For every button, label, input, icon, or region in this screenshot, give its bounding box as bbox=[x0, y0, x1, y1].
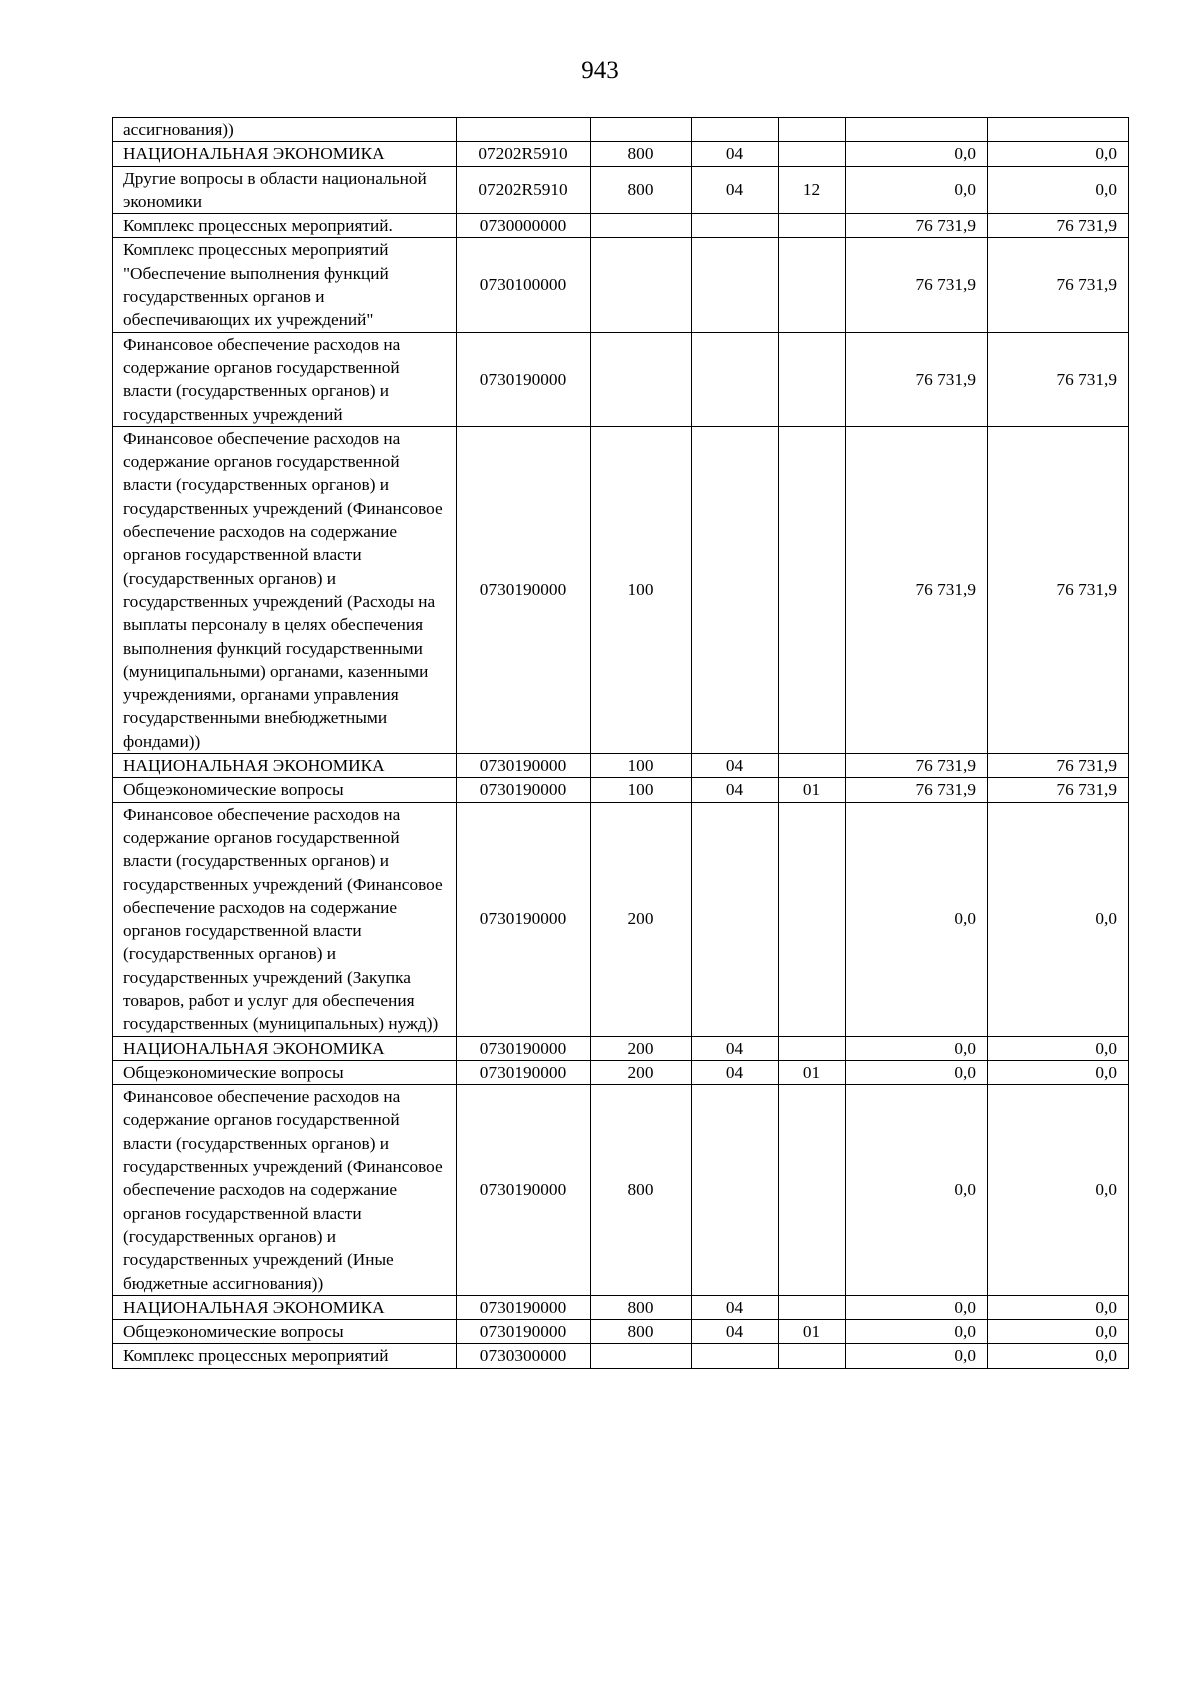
budget-table bbox=[112, 117, 1129, 1369]
table-row bbox=[113, 214, 1129, 238]
cell-amount-2: 76 731,9 bbox=[988, 238, 1129, 332]
cell-amount-1: 76 731,9 bbox=[846, 332, 988, 426]
cell-expense-type bbox=[591, 332, 692, 426]
cell-target-code: 0730190000 bbox=[457, 1085, 591, 1296]
cell-name: НАЦИОНАЛЬНАЯ ЭКОНОМИКА bbox=[113, 142, 457, 166]
cell-amount-2: 76 731,9 bbox=[988, 778, 1129, 802]
cell-amount-1: 0,0 bbox=[846, 1320, 988, 1344]
cell-target-code: 0730000000 bbox=[457, 214, 591, 238]
table-row bbox=[113, 1295, 1129, 1319]
cell-section bbox=[692, 426, 779, 753]
table-row bbox=[113, 778, 1129, 802]
cell-target-code: 07202R5910 bbox=[457, 142, 591, 166]
cell-amount-2: 0,0 bbox=[988, 1344, 1129, 1368]
cell-name: НАЦИОНАЛЬНАЯ ЭКОНОМИКА bbox=[113, 754, 457, 778]
cell-target-code: 07202R5910 bbox=[457, 166, 591, 214]
cell-amount-1: 76 731,9 bbox=[846, 214, 988, 238]
cell-target-code: 0730300000 bbox=[457, 1344, 591, 1368]
cell-section: 04 bbox=[692, 754, 779, 778]
cell-subsection bbox=[779, 802, 846, 1036]
cell-amount-2: 76 731,9 bbox=[988, 214, 1129, 238]
cell-expense-type: 200 bbox=[591, 1060, 692, 1084]
cell-target-code: 0730190000 bbox=[457, 802, 591, 1036]
cell-section: 04 bbox=[692, 142, 779, 166]
cell-expense-type: 200 bbox=[591, 1036, 692, 1060]
cell-name: Финансовое обеспечение расходов на содержание органов государственной власти (государственных органов) и государственных учреждений (Финансовое обеспечение расходов на содержание органов государственной власти (государственных органов) и государственных учреждений (Расходы на выплаты персоналу в целях обеспечения выполнения функций государственными (муниципальными) органами, казенными учреждениями, органами управления государственными внебюджетными фондами)) bbox=[113, 426, 457, 753]
cell-subsection: 01 bbox=[779, 1320, 846, 1344]
cell-section bbox=[692, 332, 779, 426]
cell-expense-type bbox=[591, 118, 692, 142]
cell-name: Общеэкономические вопросы bbox=[113, 778, 457, 802]
cell-subsection bbox=[779, 118, 846, 142]
cell-target-code: 0730190000 bbox=[457, 332, 591, 426]
cell-name: Другие вопросы в области национальной экономики bbox=[113, 166, 457, 214]
table-row bbox=[113, 166, 1129, 214]
cell-amount-1: 0,0 bbox=[846, 142, 988, 166]
cell-subsection bbox=[779, 1085, 846, 1296]
cell-amount-1: 76 731,9 bbox=[846, 426, 988, 753]
cell-amount-2: 76 731,9 bbox=[988, 332, 1129, 426]
cell-name: Финансовое обеспечение расходов на содержание органов государственной власти (государственных органов) и государственных учреждений bbox=[113, 332, 457, 426]
cell-target-code: 0730190000 bbox=[457, 778, 591, 802]
cell-target-code: 0730190000 bbox=[457, 1295, 591, 1319]
cell-subsection bbox=[779, 238, 846, 332]
cell-subsection bbox=[779, 332, 846, 426]
cell-subsection bbox=[779, 214, 846, 238]
cell-name: Комплекс процессных мероприятий bbox=[113, 1344, 457, 1368]
cell-target-code: 0730190000 bbox=[457, 1320, 591, 1344]
cell-section: 04 bbox=[692, 166, 779, 214]
cell-name: Финансовое обеспечение расходов на содержание органов государственной власти (государственных органов) и государственных учреждений (Финансовое обеспечение расходов на содержание органов государственной власти (государственных органов) и государственных учреждений (Иные бюджетные ассигнования)) bbox=[113, 1085, 457, 1296]
cell-amount-1: 0,0 bbox=[846, 1295, 988, 1319]
cell-section: 04 bbox=[692, 1320, 779, 1344]
page-number: 943 bbox=[581, 57, 619, 84]
table-row bbox=[113, 142, 1129, 166]
cell-section bbox=[692, 118, 779, 142]
cell-amount-1: 0,0 bbox=[846, 1344, 988, 1368]
cell-name: Общеэкономические вопросы bbox=[113, 1060, 457, 1084]
cell-target-code: 0730190000 bbox=[457, 426, 591, 753]
table-row bbox=[113, 1085, 1129, 1296]
cell-target-code bbox=[457, 118, 591, 142]
cell-name: Финансовое обеспечение расходов на содержание органов государственной власти (государственных органов) и государственных учреждений (Финансовое обеспечение расходов на содержание органов государственной власти (государственных органов) и государственных учреждений (Закупка товаров, работ и услуг для обеспечения государственных (муниципальных) нужд)) bbox=[113, 802, 457, 1036]
table-row bbox=[113, 426, 1129, 753]
cell-expense-type: 800 bbox=[591, 1085, 692, 1296]
cell-amount-1 bbox=[846, 118, 988, 142]
cell-amount-2: 0,0 bbox=[988, 1085, 1129, 1296]
cell-amount-1: 0,0 bbox=[846, 802, 988, 1036]
cell-section: 04 bbox=[692, 1295, 779, 1319]
table-row bbox=[113, 118, 1129, 142]
table-row bbox=[113, 332, 1129, 426]
cell-amount-2: 0,0 bbox=[988, 142, 1129, 166]
cell-section bbox=[692, 1344, 779, 1368]
cell-amount-2: 0,0 bbox=[988, 1320, 1129, 1344]
cell-section: 04 bbox=[692, 778, 779, 802]
cell-amount-2: 0,0 bbox=[988, 802, 1129, 1036]
cell-amount-2: 76 731,9 bbox=[988, 426, 1129, 753]
table-row bbox=[113, 1344, 1129, 1368]
cell-target-code: 0730190000 bbox=[457, 754, 591, 778]
cell-section bbox=[692, 238, 779, 332]
cell-subsection: 01 bbox=[779, 778, 846, 802]
cell-amount-2 bbox=[988, 118, 1129, 142]
cell-name: Комплекс процессных мероприятий "Обеспечение выполнения функций государственных органов и обеспечивающих их учреждений" bbox=[113, 238, 457, 332]
table-row bbox=[113, 1036, 1129, 1060]
table-row bbox=[113, 802, 1129, 1036]
cell-expense-type: 800 bbox=[591, 166, 692, 214]
cell-amount-1: 0,0 bbox=[846, 1060, 988, 1084]
cell-subsection bbox=[779, 1344, 846, 1368]
cell-name: НАЦИОНАЛЬНАЯ ЭКОНОМИКА bbox=[113, 1036, 457, 1060]
cell-name: Общеэкономические вопросы bbox=[113, 1320, 457, 1344]
cell-amount-2: 0,0 bbox=[988, 166, 1129, 214]
cell-expense-type bbox=[591, 214, 692, 238]
cell-subsection: 12 bbox=[779, 166, 846, 214]
cell-subsection bbox=[779, 754, 846, 778]
table-row bbox=[113, 754, 1129, 778]
cell-amount-1: 76 731,9 bbox=[846, 238, 988, 332]
cell-amount-2: 0,0 bbox=[988, 1036, 1129, 1060]
cell-subsection: 01 bbox=[779, 1060, 846, 1084]
cell-amount-2: 76 731,9 bbox=[988, 754, 1129, 778]
cell-section bbox=[692, 214, 779, 238]
table-row bbox=[113, 1320, 1129, 1344]
cell-amount-1: 0,0 bbox=[846, 1085, 988, 1296]
cell-expense-type bbox=[591, 1344, 692, 1368]
cell-section: 04 bbox=[692, 1036, 779, 1060]
cell-target-code: 0730100000 bbox=[457, 238, 591, 332]
cell-amount-1: 76 731,9 bbox=[846, 754, 988, 778]
cell-section bbox=[692, 1085, 779, 1296]
cell-subsection bbox=[779, 1036, 846, 1060]
cell-amount-1: 76 731,9 bbox=[846, 778, 988, 802]
cell-target-code: 0730190000 bbox=[457, 1060, 591, 1084]
cell-amount-1: 0,0 bbox=[846, 1036, 988, 1060]
cell-name: Комплекс процессных мероприятий. bbox=[113, 214, 457, 238]
table-body bbox=[113, 118, 1129, 1369]
cell-expense-type: 200 bbox=[591, 802, 692, 1036]
table-row bbox=[113, 1060, 1129, 1084]
cell-subsection bbox=[779, 426, 846, 753]
cell-amount-1: 0,0 bbox=[846, 166, 988, 214]
cell-amount-2: 0,0 bbox=[988, 1295, 1129, 1319]
cell-amount-2: 0,0 bbox=[988, 1060, 1129, 1084]
cell-expense-type bbox=[591, 238, 692, 332]
cell-subsection bbox=[779, 142, 846, 166]
cell-expense-type: 800 bbox=[591, 142, 692, 166]
cell-section: 04 bbox=[692, 1060, 779, 1084]
cell-expense-type: 100 bbox=[591, 426, 692, 753]
cell-subsection bbox=[779, 1295, 846, 1319]
cell-expense-type: 800 bbox=[591, 1320, 692, 1344]
table-row bbox=[113, 238, 1129, 332]
cell-expense-type: 800 bbox=[591, 1295, 692, 1319]
cell-section bbox=[692, 802, 779, 1036]
cell-name: НАЦИОНАЛЬНАЯ ЭКОНОМИКА bbox=[113, 1295, 457, 1319]
cell-name: ассигнования)) bbox=[113, 118, 457, 142]
cell-expense-type: 100 bbox=[591, 754, 692, 778]
cell-expense-type: 100 bbox=[591, 778, 692, 802]
cell-target-code: 0730190000 bbox=[457, 1036, 591, 1060]
